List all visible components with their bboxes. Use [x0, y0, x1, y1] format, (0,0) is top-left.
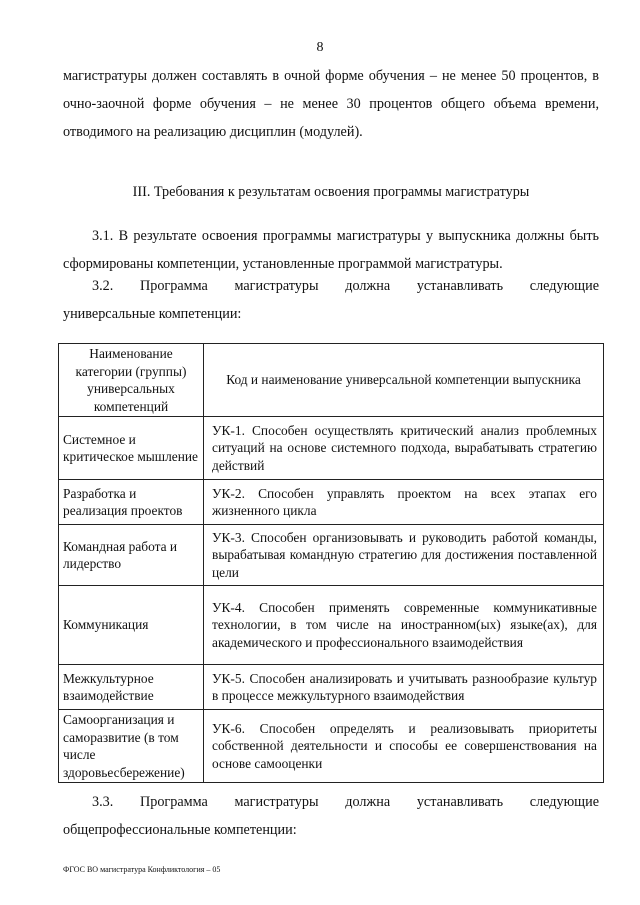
table-row: [59, 665, 604, 710]
paragraph-3-1: 3.1. В результате освоения программы магистратуры у выпускника должны быть сформированы компетенции, установленные программой магистратуры.: [63, 228, 599, 272]
table-row: [59, 586, 604, 665]
paragraph-3-3-line-1: 3.3. Программа магистратуры должна устанавливать следующие: [92, 794, 599, 810]
row-category: Коммуникация: [59, 586, 204, 665]
row-category: Системное и критическое мышление: [59, 417, 204, 480]
competencies-table: [58, 343, 604, 783]
row-competence: УК-3. Способен организовывать и руководить работой команды, вырабатывая командную стратегию для достижения поставленной цели: [204, 525, 604, 586]
paragraph-3-2-line-1: 3.2. Программа магистратуры должна устанавливать следующие: [92, 278, 599, 294]
section-heading: III. Требования к результатам освоения программы магистратуры: [132, 184, 530, 200]
table-row: [59, 417, 604, 480]
table-row: [59, 525, 604, 586]
row-competence: УК-2. Способен управлять проектом на всех этапах его жизненного цикла: [204, 480, 604, 525]
row-category: Межкультурное взаимодействие: [59, 665, 204, 710]
paragraph-3-2-line-2: универсальные компетенции:: [63, 306, 242, 322]
row-category: Разработка и реализация проектов: [59, 480, 204, 525]
table-row: [59, 710, 604, 783]
header-competence: Код и наименование универсальной компетенции выпускника: [204, 344, 604, 417]
row-competence: УК-4. Способен применять современные коммуникативные технологии, в том числе на иностранном(ых) языке(ах), для академического и профессионального взаимодействия: [204, 586, 604, 665]
intro-paragraph: магистратуры должен составлять в очной форме обучения – не менее 50 процентов, в очно-заочной форме обучения – не менее 30 процентов общего объема времени, отводимого на реализацию дисциплин (модулей).: [63, 68, 599, 140]
table-header-row: [59, 344, 604, 417]
row-competence: УК-5. Способен анализировать и учитывать разнообразие культур в процессе межкультурного взаимодействия: [204, 665, 604, 710]
row-competence: УК-6. Способен определять и реализовывать приоритеты собственной деятельности и способы ее совершенствования на основе самооценки: [204, 710, 604, 783]
footer-note: ФГОС ВО магистратура Конфликтология – 05: [63, 865, 221, 874]
page-number: 8: [316, 40, 324, 55]
table-row: [59, 480, 604, 525]
header-category: Наименование категории (группы) универсальных компетенций: [59, 344, 204, 417]
paragraph-3-3-line-2: общепрофессиональные компетенции:: [63, 822, 297, 838]
row-competence: УК-1. Способен осуществлять критический анализ проблемных ситуаций на основе системного подхода, вырабатывать стратегию действий: [204, 417, 604, 480]
row-category: Самоорганизация и саморазвитие (в том числе здоровьесбережение): [59, 710, 204, 783]
row-category: Командная работа и лидерство: [59, 525, 204, 586]
